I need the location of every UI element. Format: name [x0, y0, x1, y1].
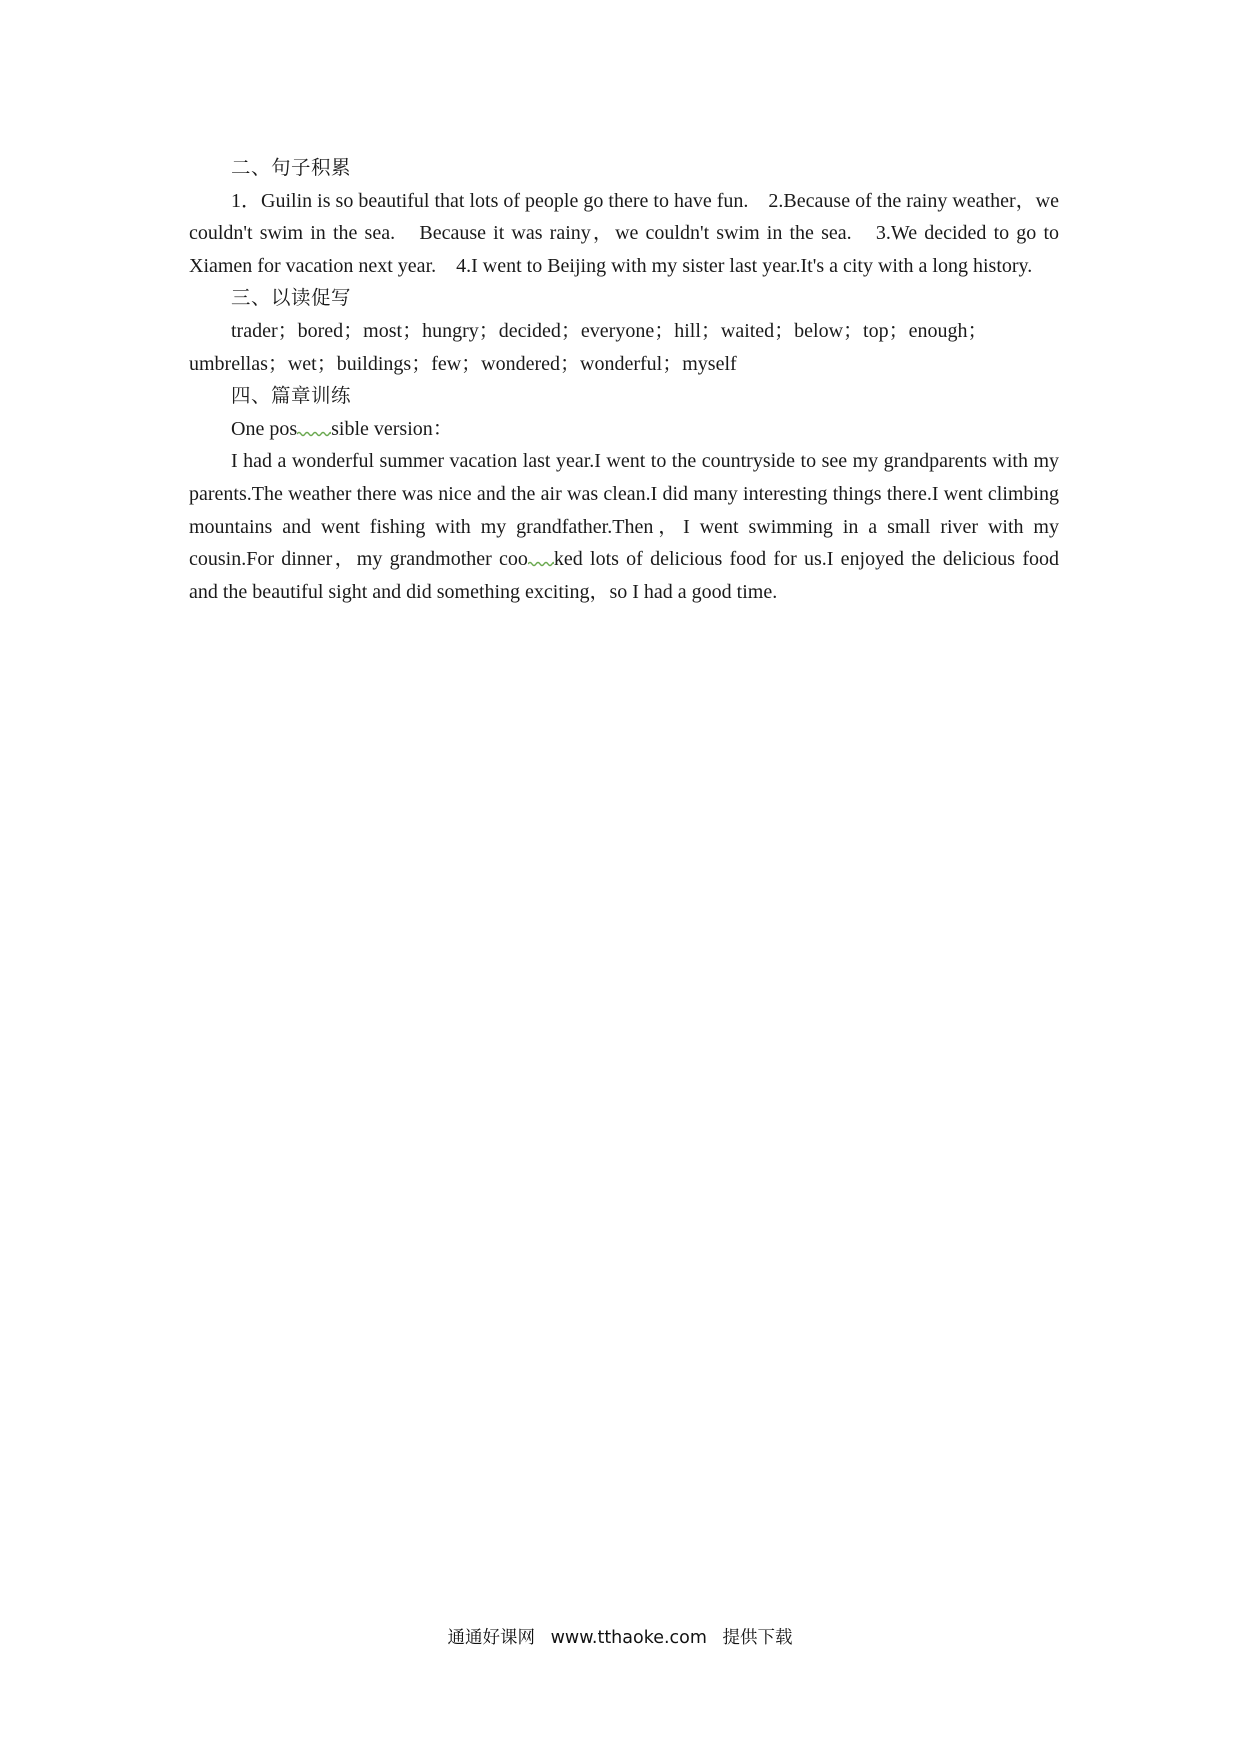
version-label — [189, 413, 1059, 446]
section-heading-writing: 四、篇章训练 — [231, 384, 352, 408]
footer-suffix: 提供下载 — [722, 1628, 793, 1648]
spellcheck-squiggle-icon — [528, 561, 554, 567]
document-body — [189, 152, 1059, 608]
essay-text-part1: I had a wonderful summer vacation last year.I went to the countryside to see my grandparents with my parents.The weather there was nice and the air was clean.I did many interesting things there.I went climbing mountains and went fishing with my grandfather.Then，I went swimming in a small river with my cousin.For dinner，my grandmother coo — [189, 450, 1059, 571]
version-label-start: One pos — [231, 417, 298, 440]
section-heading-reading: 三、以读促写 — [231, 286, 352, 310]
section-text-sentences: 1．Guilin is so beautiful that lots of people go there to have fun. 2.Because of the rainy weather，we couldn't swim in the sea. Because it was rainy，we couldn't swim in the sea. 3.We decided to go to Xiamen for vacation next year. 4.I went to Beijing with my sister last year.It's a city with a long history. — [189, 189, 1059, 277]
essay-text-part2: ked lots of delicious food for us.I enjoyed the delicious food and the beautiful sight and did something exciting，so I had a good time. — [189, 548, 1059, 603]
section-text-word-list: trader；bored；most；hungry；decided；everyone；hill；waited；below；top；enough；umbrellas；wet；buildings；few；wondered；wonderful；myself — [189, 319, 988, 375]
footer-site-name: 通通好课网 — [447, 1628, 535, 1648]
essay-text — [189, 445, 1059, 608]
section-heading-sentences: 二、句子积累 — [231, 156, 352, 179]
page-footer — [0, 1624, 1240, 1649]
spellcheck-squiggle-icon — [297, 431, 331, 437]
footer-url: www.tthaoke.com — [550, 1628, 707, 1648]
version-label-end: sible version： — [331, 417, 453, 440]
